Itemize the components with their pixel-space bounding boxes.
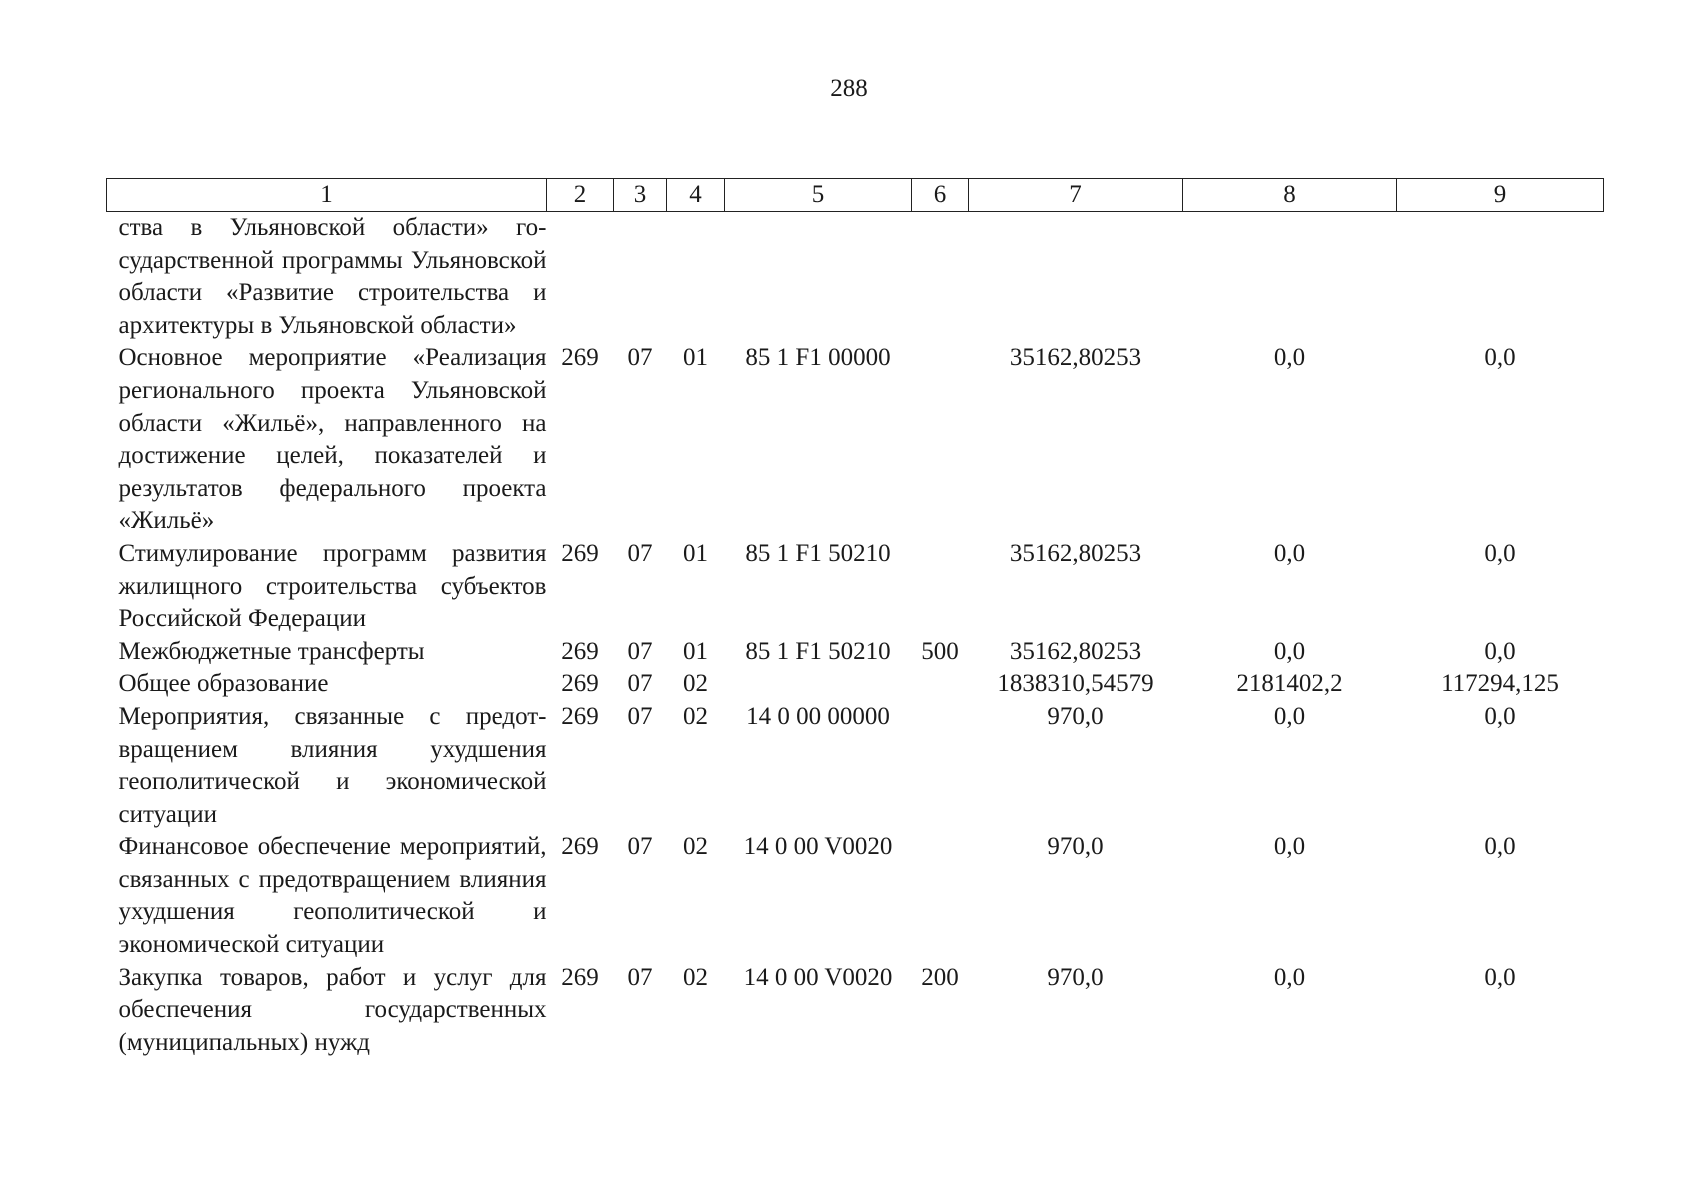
row-code-expense-type: 500 — [921, 637, 959, 665]
header-col-3: 3 — [614, 179, 667, 212]
table-header — [107, 179, 1604, 212]
row-amount-col9: 0,0 — [1484, 539, 1516, 567]
row-code-target: 14 0 00 00000 — [746, 702, 890, 730]
row-amount-col7: 1838310,54579 — [997, 670, 1154, 698]
row-code-section: 07 — [627, 637, 653, 665]
header-col-1: 1 — [107, 179, 547, 212]
row-code-section: 07 — [627, 670, 653, 698]
row-code-section: 07 — [627, 833, 653, 861]
table-row — [107, 538, 1604, 636]
table-row — [107, 342, 1604, 538]
row-amount-col9: 0,0 — [1484, 963, 1516, 991]
row-code-section: 07 — [627, 963, 653, 991]
table-row — [107, 962, 1604, 1060]
row-name: Основное мероприятие «Реализация регионального проекта Ульяновской области «Жильё», направленного на достижение целей, показателей и результатов федерального проекта «Жильё» — [118, 344, 547, 535]
header-col-5: 5 — [725, 179, 912, 212]
header-col-6: 6 — [912, 179, 969, 212]
row-code-ministry: 269 — [561, 670, 599, 698]
table-row — [107, 701, 1604, 831]
header-col-8: 8 — [1183, 179, 1397, 212]
budget-table — [106, 178, 1604, 1059]
row-name: Стимулирование программ развития жилищного строительства субъектов Российской Федерации — [118, 539, 547, 633]
row-amount-col8: 0,0 — [1273, 344, 1306, 372]
row-code-target — [725, 668, 912, 701]
table-row — [107, 831, 1604, 961]
row-code-section: 07 — [627, 539, 653, 567]
header-row — [107, 179, 1604, 212]
row-amount-col7: 35162,80253 — [1009, 637, 1142, 665]
header-col-9: 9 — [1397, 179, 1604, 212]
row-code-subsection: 02 — [683, 963, 708, 991]
row-code-ministry: 269 — [561, 963, 599, 991]
row-amount-col9: 0,0 — [1484, 637, 1516, 665]
row-amount-col8: 0,0 — [1273, 833, 1306, 861]
row-code-target: 85 1 F1 50210 — [745, 637, 891, 665]
row-code-expense-type — [912, 831, 969, 961]
row-code-ministry — [547, 212, 614, 343]
row-name: Межбюджетные трансферты — [118, 637, 425, 665]
row-code-subsection: 02 — [683, 670, 708, 698]
row-code-subsection: 02 — [683, 833, 708, 861]
header-col-4: 4 — [667, 179, 725, 212]
row-code-section: 07 — [627, 702, 653, 730]
row-code-ministry: 269 — [561, 702, 599, 730]
row-amount-col9: 0,0 — [1484, 344, 1516, 372]
row-code-subsection — [667, 212, 725, 343]
row-amount-col8: 0,0 — [1273, 539, 1306, 567]
row-amount-col9: 0,0 — [1484, 702, 1516, 730]
row-amount-col9: 117294,125 — [1441, 670, 1559, 698]
row-amount-col7: 970,0 — [1047, 702, 1104, 730]
row-code-ministry: 269 — [561, 637, 599, 665]
row-amount-col7: 35162,80253 — [1009, 539, 1142, 567]
table-row — [107, 636, 1604, 669]
table-row — [107, 668, 1604, 701]
row-code-subsection: 02 — [683, 702, 708, 730]
header-col-7: 7 — [969, 179, 1183, 212]
row-amount-col9: 0,0 — [1484, 833, 1516, 861]
row-code-expense-type — [912, 668, 969, 701]
row-amount-col7: 970,0 — [1047, 833, 1104, 861]
row-code-subsection: 01 — [683, 637, 708, 665]
row-code-target — [725, 212, 912, 343]
table-body — [107, 212, 1604, 1060]
row-amount-col8: 0,0 — [1273, 637, 1306, 665]
row-code-section — [614, 212, 667, 343]
row-name: ства в Ульяновской области» государственной программы Ульяновской области «Развитие строительства и архитектуры в Ульяновской области» — [118, 214, 547, 339]
row-name: Финансовое обеспечение мероприятий, связанных с предотвращением влияния ухудшения геополитической и экономической ситуации — [118, 833, 547, 959]
row-code-expense-type — [912, 212, 969, 343]
row-code-target: 85 1 F1 50210 — [745, 539, 891, 567]
row-amount-col8: 2181402,2 — [1236, 670, 1343, 698]
row-code-target: 14 0 00 V0020 — [743, 963, 893, 991]
row-amount-col7: 35162,80253 — [1009, 344, 1142, 372]
row-amount-col7: 970,0 — [1047, 963, 1104, 991]
row-code-section: 07 — [627, 344, 653, 372]
row-name: Общее образование — [118, 670, 329, 698]
row-amount-col8 — [1183, 212, 1397, 343]
row-name: Закупка товаров, работ и услуг для обеспечения государственных (муниципальных) нужд — [118, 963, 547, 1056]
page-number: 288 — [830, 75, 868, 102]
row-code-ministry: 269 — [561, 344, 599, 372]
row-code-ministry: 269 — [561, 539, 599, 567]
row-code-expense-type — [912, 701, 969, 831]
header-col-2: 2 — [547, 179, 614, 212]
row-code-expense-type: 200 — [921, 963, 959, 991]
row-code-expense-type — [912, 538, 969, 636]
row-code-expense-type — [912, 342, 969, 538]
row-amount-col9 — [1397, 212, 1604, 343]
row-code-subsection: 01 — [683, 539, 708, 567]
row-code-subsection: 01 — [683, 344, 708, 372]
table-row — [107, 212, 1604, 343]
row-amount-col8: 0,0 — [1273, 963, 1306, 991]
row-amount-col8: 0,0 — [1273, 702, 1306, 730]
row-code-target: 14 0 00 V0020 — [743, 833, 893, 861]
row-code-ministry: 269 — [561, 833, 599, 861]
row-name: Мероприятия, связанные с предотвращением влияния ухудшения геополитической и экономической ситуации — [118, 702, 547, 828]
row-amount-col7 — [969, 212, 1183, 343]
row-code-target: 85 1 F1 00000 — [745, 344, 891, 372]
